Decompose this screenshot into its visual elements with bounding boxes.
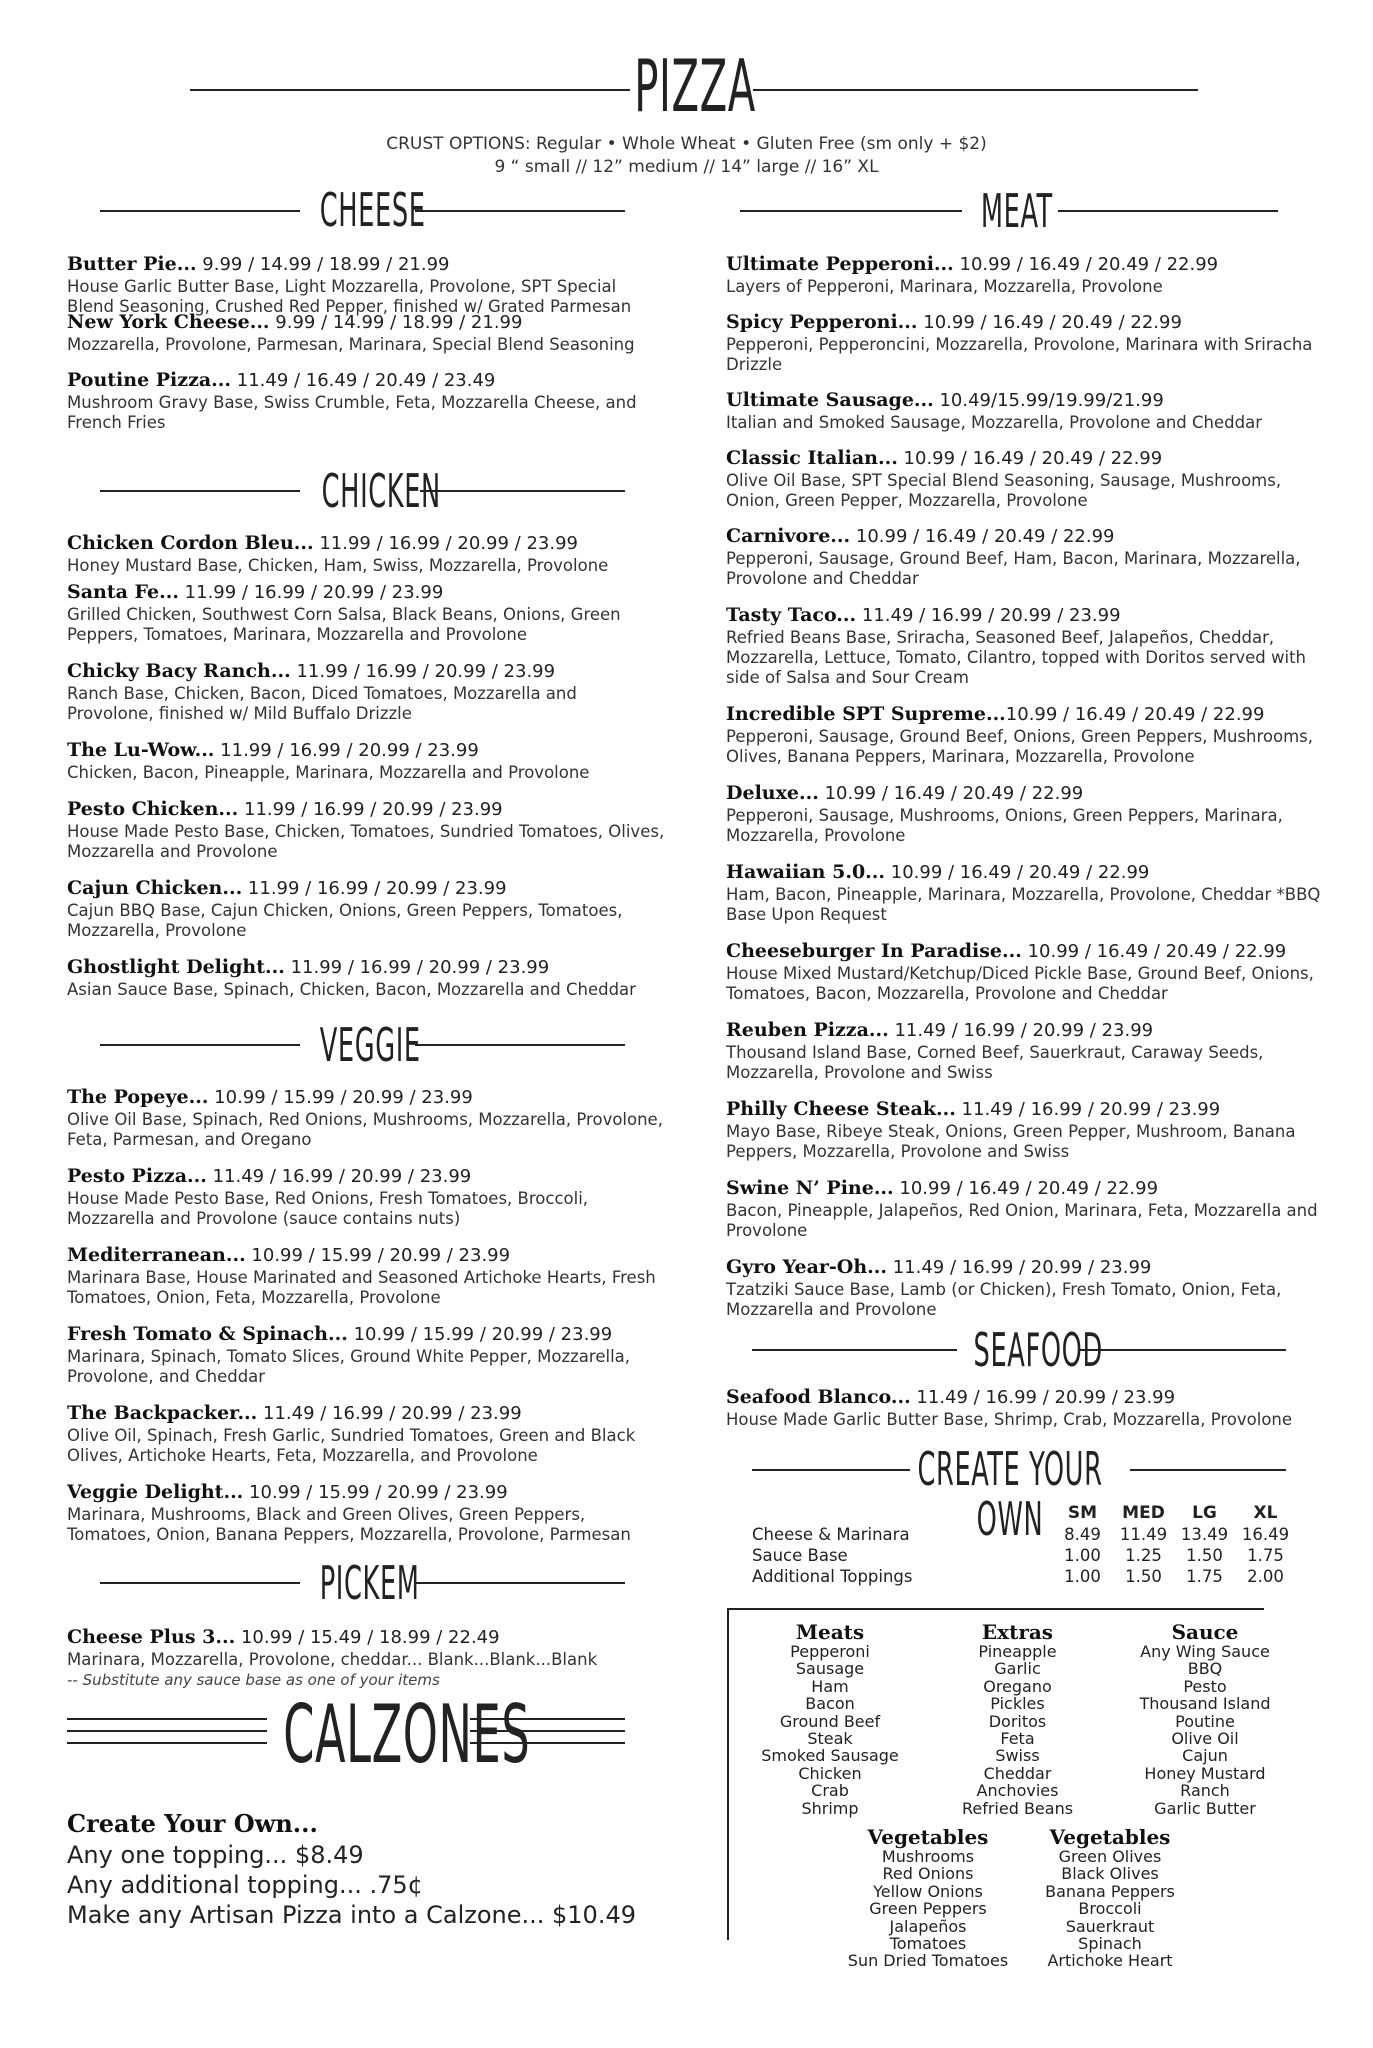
cheese-list: [67, 252, 667, 433]
topping-item: Mushrooms: [881, 1847, 975, 1866]
cyo-price: 1.75: [1186, 1567, 1223, 1586]
topping-item: Cheddar: [983, 1763, 1052, 1783]
item-price: 11.49 / 16.99 / 20.99 / 23.99: [955, 1099, 1221, 1120]
cyo-header: LG: [1192, 1503, 1217, 1523]
item-desc: House Made Pesto Base, Red Onions, Fresh Tomatoes, Broccoli, Mozzarella and Provolone (sauce contains nuts): [67, 1189, 589, 1228]
item-desc: Mozzarella, Provolone, Parmesan, Marinara, Special Blend Seasoning: [67, 335, 635, 354]
item-price: 11.99 / 16.99 / 20.99 / 23.99: [178, 582, 444, 603]
item-name: The Popeye...: [67, 1086, 209, 1108]
calzones-rule-2: [67, 1730, 267, 1732]
item-desc: Bacon, Pineapple, Jalapeños, Red Onion, Marinara, Feta, Mozzarella and Provolone: [726, 1201, 1318, 1240]
calzones-rule-5: [470, 1730, 625, 1732]
topping-item: Thousand Island: [1139, 1694, 1271, 1714]
item-price: 11.49 / 16.99 / 20.99 / 23.99: [910, 1387, 1176, 1408]
item-price: 10.99 / 15.99 / 20.99 / 23.99: [347, 1324, 613, 1345]
item-price: 10.99 / 16.49 / 20.49 / 22.99: [953, 254, 1219, 275]
item-price: 10.99 / 16.49 / 20.49 / 22.99: [893, 1178, 1159, 1199]
toppings-heading: Vegetables: [867, 1825, 989, 1849]
item-price: 11.99 / 16.99 / 20.99 / 23.99: [313, 533, 578, 554]
item-price: 10.99 / 15.49 / 18.99 / 22.49: [235, 1627, 500, 1648]
size-options: 9 “ small // 12” medium // 14” large // 16” XL: [494, 157, 879, 177]
item-name: Hawaiian 5.0...: [726, 861, 886, 883]
cyo-row-label: Sauce Base: [752, 1546, 848, 1565]
menu-item: [67, 1164, 667, 1243]
veggie-list: [67, 1085, 667, 1545]
item-name: Reuben Pizza...: [726, 1019, 889, 1041]
calzones-rule-3: [67, 1742, 267, 1744]
topping-item: BBQ: [1187, 1659, 1223, 1679]
item-price: 11.49 / 16.99 / 20.99 / 23.99: [257, 1403, 522, 1424]
topping-item: Ranch: [1180, 1781, 1230, 1801]
cyo-price: 1.25: [1125, 1546, 1162, 1565]
item-name: Mediterranean...: [67, 1244, 246, 1266]
crust-options: CRUST OPTIONS: Regular • Whole Wheat • Gluten Free (sm only + $2): [386, 134, 987, 154]
item-price: 9.99 / 14.99 / 18.99 / 21.99: [196, 254, 450, 275]
cyo-price: 1.50: [1125, 1567, 1162, 1586]
item-desc: House Made Garlic Butter Base, Shrimp, Crab, Mozzarella, Provolone: [726, 1410, 1293, 1429]
topping-item: Feta: [1000, 1729, 1035, 1749]
menu-item: [726, 939, 1336, 1018]
cyo-price-table: [752, 1503, 1296, 1587]
cyo-rule-right: [1130, 1469, 1286, 1471]
topping-item: Bacon: [805, 1694, 855, 1714]
cyo-price: 8.49: [1064, 1525, 1101, 1544]
menu-item: [726, 388, 1336, 446]
item-price: 11.99 / 16.99 / 20.99 / 23.99: [284, 957, 550, 978]
item-price: 11.49 / 16.99 / 20.99 / 23.99: [888, 1020, 1154, 1041]
pickem-rule-right: [415, 1582, 625, 1584]
chicken-heading: CHICKEN: [321, 464, 441, 518]
item-name: Spicy Pepperoni...: [726, 311, 918, 333]
item-name: Fresh Tomato & Spinach...: [67, 1323, 348, 1345]
cyo-header: XL: [1253, 1503, 1278, 1523]
item-name: Veggie Delight...: [67, 1481, 244, 1503]
calzones-block: [67, 1808, 687, 1930]
veggie-rule-left: [100, 1044, 300, 1046]
item-desc: Thousand Island Base, Corned Beef, Sauerkraut, Caraway Seeds, Mozzarella, Provolone and Swiss: [726, 1043, 1264, 1082]
menu-item: [67, 738, 667, 797]
cyo-row: [752, 1566, 1296, 1587]
item-price: 10.99 / 16.49 / 20.49 / 22.99: [850, 526, 1115, 547]
veggie-rule-right: [415, 1044, 625, 1046]
menu-item: [726, 524, 1336, 603]
cyo-price: 2.00: [1247, 1567, 1284, 1586]
cyo-header: SM: [1067, 1503, 1098, 1523]
topping-item: Sauerkraut: [1065, 1916, 1155, 1936]
cyo-header: MED: [1122, 1503, 1165, 1523]
toppings-meats: [735, 1621, 925, 1817]
menu-item: [726, 1097, 1336, 1176]
calzones-rule-6: [470, 1742, 625, 1744]
menu-item: [67, 1480, 667, 1545]
item-note: -- Substitute any sauce base as one of your items: [67, 1671, 440, 1689]
item-desc: Ranch Base, Chicken, Bacon, Diced Tomatoes, Mozzarella and Provolone, finished w/ Mild Buffalo Drizzle: [67, 684, 577, 723]
item-name: Seafood Blanco...: [726, 1386, 911, 1408]
topping-item: Anchovies: [976, 1781, 1059, 1801]
item-price: 11.99 / 16.99 / 20.99 / 23.99: [242, 878, 507, 899]
topping-item: Jalapeños: [889, 1916, 967, 1936]
menu-item: [67, 1085, 667, 1164]
cyo-heading: CREATE YOUR OWN: [917, 1442, 1103, 1546]
topping-item: Swiss: [995, 1746, 1040, 1766]
menu-item: [726, 1255, 1336, 1320]
calzones-line: Any additional topping... .75¢: [67, 1871, 423, 1899]
cyo-price: 11.49: [1119, 1525, 1168, 1544]
menu-item: [67, 1322, 667, 1401]
cyo-price: 1.00: [1064, 1546, 1101, 1565]
item-name: Carnivore...: [726, 525, 851, 547]
cyo-price: 1.50: [1186, 1546, 1223, 1565]
item-name: Ultimate Sausage...: [726, 389, 934, 411]
cyo-row-label: Additional Toppings: [752, 1567, 913, 1586]
item-price: 11.49 / 16.99 / 20.99 / 23.99: [206, 1166, 472, 1187]
item-name: Pesto Pizza...: [67, 1165, 207, 1187]
topping-item: Green Peppers: [869, 1899, 987, 1919]
chicken-list: [67, 531, 667, 1000]
cheese-heading: CHEESE: [319, 183, 426, 237]
item-desc: Chicken, Bacon, Pineapple, Marinara, Mozzarella and Provolone: [67, 763, 590, 782]
topping-item: Doritos: [988, 1711, 1047, 1731]
item-desc: Grilled Chicken, Southwest Corn Salsa, Black Beans, Onions, Green Peppers, Tomatoes, Marinara, Mozzarella and Provolone: [67, 605, 621, 644]
item-desc: House Mixed Mustard/Ketchup/Diced Pickle Base, Ground Beef, Onions, Tomatoes, Bacon, Mozzarella, Provolone and Cheddar: [726, 964, 1314, 1003]
meat-rule-left: [740, 210, 962, 212]
menu-item: [67, 1243, 667, 1322]
menu-item: [726, 702, 1336, 781]
meat-rule-right: [1058, 210, 1278, 212]
item-price: 11.49 / 16.99 / 20.99 / 23.99: [886, 1257, 1152, 1278]
item-name: Classic Italian...: [726, 447, 898, 469]
item-name: Santa Fe...: [67, 581, 179, 603]
toppings-heading: Extras: [981, 1620, 1054, 1644]
topping-item: Sun Dried Tomatoes: [847, 1951, 1009, 1971]
item-desc: Layers of Pepperoni, Marinara, Mozzarella, Provolone: [726, 277, 1163, 296]
item-name: Cheeseburger In Paradise...: [726, 940, 1022, 962]
menu-item: [726, 446, 1336, 524]
item-name: The Backpacker...: [67, 1402, 258, 1424]
item-desc: House Made Pesto Base, Chicken, Tomatoes, Sundried Tomatoes, Olives, Mozzarella and Provolone: [67, 822, 665, 861]
item-name: Ultimate Pepperoni...: [726, 253, 954, 275]
pickem-rule-left: [100, 1582, 300, 1584]
item-name: Chicky Bacy Ranch...: [67, 660, 291, 682]
topping-item: Smoked Sausage: [761, 1746, 899, 1766]
menu-item: [67, 1401, 667, 1480]
seafood-heading: SEAFOOD: [973, 1323, 1103, 1377]
item-price: 10.99 / 16.49 / 20.49 / 22.99: [897, 448, 1163, 469]
toppings-vegetables-1: [833, 1826, 1023, 1970]
menu-item: [726, 310, 1336, 388]
item-desc: Asian Sauce Base, Spinach, Chicken, Bacon, Mozzarella and Cheddar: [67, 980, 636, 999]
title-rule-right: [753, 89, 1198, 91]
cyo-price: 1.75: [1247, 1546, 1284, 1565]
menu-item: [67, 797, 667, 876]
item-name: Butter Pie...: [67, 253, 197, 275]
item-desc: Italian and Smoked Sausage, Mozzarella, Provolone and Cheddar: [726, 413, 1262, 432]
toppings-extras: [925, 1621, 1110, 1817]
topping-item: Sausage: [795, 1659, 865, 1679]
topping-item: Honey Mustard: [1144, 1763, 1266, 1783]
topping-item: Garlic: [994, 1659, 1041, 1679]
item-price: 11.99 / 16.99 / 20.99 / 23.99: [214, 740, 479, 761]
item-desc: Pepperoni, Sausage, Ground Beef, Onions, Green Peppers, Mushrooms, Olives, Banana Peppers, Marinara, Mozzarella, Provolone: [726, 727, 1314, 766]
cyo-row: [752, 1545, 1296, 1566]
item-name: Deluxe...: [726, 782, 819, 804]
cheese-rule-right: [415, 210, 625, 212]
menu-item: [67, 876, 667, 955]
item-name: Cheese Plus 3...: [67, 1626, 236, 1648]
menu-item: [726, 1018, 1336, 1097]
topping-item: Crab: [811, 1781, 849, 1801]
topping-item: Oregano: [983, 1676, 1052, 1696]
item-price: 10.99 / 16.49 / 20.49 / 22.99: [917, 312, 1182, 333]
cyo-price: 1.00: [1064, 1567, 1101, 1586]
menu-item: [726, 603, 1336, 702]
item-price: 11.49 / 16.99 / 20.99 / 23.99: [856, 605, 1121, 626]
menu-item: [726, 1385, 1336, 1430]
item-price: 11.49 / 16.49 / 20.49 / 23.49: [231, 370, 496, 391]
item-desc: Pepperoni, Sausage, Ground Beef, Ham, Bacon, Marinara, Mozzarella, Provolone and Cheddar: [726, 549, 1301, 588]
item-name: The Lu-Wow...: [67, 739, 215, 761]
item-desc: Refried Beans Base, Sriracha, Seasoned Beef, Jalapeños, Cheddar, Mozzarella, Lettuce, Tomato, Cilantro, topped with Doritos served with side of Salsa and Sour Cream: [726, 628, 1306, 687]
item-name: Incredible SPT Supreme...: [726, 703, 1006, 725]
seafood-list: [726, 1385, 1336, 1430]
topping-item: Shrimp: [801, 1798, 859, 1818]
topping-item: Ground Beef: [779, 1711, 881, 1731]
item-name: Chicken Cordon Bleu...: [67, 532, 314, 554]
topping-item: Black Olives: [1061, 1864, 1159, 1884]
item-name: Philly Cheese Steak...: [726, 1098, 956, 1120]
item-name: Swine N’ Pine...: [726, 1177, 894, 1199]
calzones-line: Make any Artisan Pizza into a Calzone... $10.49: [67, 1901, 636, 1929]
cyo-row: [752, 1524, 1296, 1545]
topping-item: Garlic Butter: [1154, 1798, 1256, 1818]
item-desc: Pepperoni, Sausage, Mushrooms, Onions, Green Peppers, Marinara, Mozzarella, Provolone: [726, 806, 1283, 845]
topping-item: Pepperoni: [790, 1642, 870, 1661]
topping-item: Chicken: [798, 1763, 862, 1783]
cyo-row-label: Cheese & Marinara: [752, 1525, 910, 1544]
cyo-price: 16.49: [1241, 1525, 1290, 1544]
topping-item: Broccoli: [1078, 1899, 1142, 1919]
cyo-rule-left: [752, 1469, 910, 1471]
topping-item: Any Wing Sauce: [1140, 1642, 1270, 1661]
calzones-heading: CALZONES: [283, 1688, 531, 1781]
item-price: 10.99 / 16.49 / 20.49 / 22.99: [818, 783, 1084, 804]
menu-item: [726, 781, 1336, 860]
topping-item: Olive Oil: [1171, 1729, 1239, 1749]
meat-list: [726, 252, 1336, 1320]
item-price: 11.99 / 16.99 / 20.99 / 23.99: [290, 661, 556, 682]
item-name: Cajun Chicken...: [67, 877, 243, 899]
toppings-heading: Vegetables: [1049, 1825, 1171, 1849]
item-name: New York Cheese...: [67, 311, 270, 333]
item-price: 10.49/15.99/19.99/21.99: [933, 390, 1164, 411]
item-desc: Marinara, Spinach, Tomato Slices, Ground White Pepper, Mozzarella, Provolone, and Cheddar: [67, 1347, 631, 1386]
item-desc: Honey Mustard Base, Chicken, Ham, Swiss, Mozzarella, Provolone: [67, 556, 609, 575]
topping-item: Pineapple: [978, 1642, 1057, 1661]
topping-item: Banana Peppers: [1045, 1881, 1175, 1901]
topping-item: Tomatoes: [889, 1934, 967, 1954]
topping-item: Steak: [807, 1729, 853, 1749]
toppings-vegetables-2: [1015, 1826, 1205, 1970]
toppings-heading: Meats: [795, 1620, 865, 1644]
menu-item: [67, 580, 667, 659]
item-desc: Tzatziki Sauce Base, Lamb (or Chicken), Fresh Tomato, Onion, Feta, Mozzarella and Provolone: [726, 1280, 1282, 1319]
menu-item: [726, 252, 1336, 310]
item-price: 10.99 / 15.99 / 20.99 / 23.99: [245, 1245, 511, 1266]
item-name: Gyro Year-Oh...: [726, 1256, 887, 1278]
item-desc: Ham, Bacon, Pineapple, Marinara, Mozzarella, Provolone, Cheddar *BBQ Base Upon Request: [726, 885, 1321, 924]
pickem-block: [67, 1625, 667, 1690]
chicken-rule-left: [100, 490, 300, 492]
item-price: 10.99 / 15.99 / 20.99 / 23.99: [208, 1087, 473, 1108]
cyo-price: 13.49: [1180, 1525, 1229, 1544]
topping-item: Cajun: [1182, 1746, 1228, 1766]
item-name: Pesto Chicken...: [67, 798, 239, 820]
item-price: 10.99 / 16.49 / 20.49 / 22.99: [885, 862, 1150, 883]
topping-item: Poutine: [1175, 1711, 1235, 1731]
veggie-heading: VEGGIE: [319, 1018, 421, 1072]
item-price: 10.99 / 16.49 / 20.49 / 22.99: [1005, 704, 1265, 725]
item-desc: Olive Oil, Spinach, Fresh Garlic, Sundried Tomatoes, Green and Black Olives, Artichoke Hearts, Feta, Mozzarella, and Provolone: [67, 1426, 636, 1465]
item-price: 10.99 / 16.49 / 20.49 / 22.99: [1021, 941, 1287, 962]
item-price: 11.99 / 16.99 / 20.99 / 23.99: [238, 799, 503, 820]
item-desc: Olive Oil Base, Spinach, Red Onions, Mushrooms, Mozzarella, Provolone, Feta, Parmesan, and Oregano: [67, 1110, 663, 1149]
chicken-rule-right: [420, 490, 625, 492]
item-desc: Marinara, Mozzarella, Provolone, cheddar... Blank...Blank...Blank: [67, 1650, 598, 1669]
item-name: Ghostlight Delight...: [67, 956, 285, 978]
item-desc: Marinara Base, House Marinated and Seasoned Artichoke Hearts, Fresh Tomatoes, Onion, Feta, Mozzarella, Provolone: [67, 1268, 656, 1307]
menu-item: [67, 955, 667, 1000]
meat-heading: MEAT: [980, 184, 1053, 238]
page-title: PIZZA: [634, 44, 756, 128]
item-desc: Mushroom Gravy Base, Swiss Crumble, Feta, Mozzarella Cheese, and French Fries: [67, 393, 637, 432]
menu-item: [67, 252, 667, 316]
topping-item: Refried Beans: [961, 1798, 1074, 1818]
item-desc: Cajun BBQ Base, Cajun Chicken, Onions, Green Peppers, Tomatoes, Mozzarella, Provolone: [67, 901, 623, 940]
topping-item: Ham: [811, 1676, 849, 1696]
item-price: 10.99 / 15.99 / 20.99 / 23.99: [243, 1482, 508, 1503]
calzones-line: Any one topping... $8.49: [67, 1841, 364, 1869]
menu-item: [67, 368, 667, 433]
item-price: 9.99 / 14.99 / 18.99 / 21.99: [269, 312, 523, 333]
item-desc: Olive Oil Base, SPT Special Blend Seasoning, Sausage, Mushrooms, Onion, Green Pepper, Mozzarella, Provolone: [726, 471, 1282, 510]
toppings-heading: Sauce: [1171, 1620, 1239, 1644]
title-rule-left: [190, 89, 630, 91]
topping-item: Red Onions: [882, 1864, 974, 1884]
topping-item: Green Olives: [1058, 1847, 1162, 1866]
topping-item: Pesto: [1183, 1676, 1227, 1696]
item-name: Poutine Pizza...: [67, 369, 232, 391]
topping-item: Spinach: [1078, 1934, 1142, 1954]
topping-item: Yellow Onions: [873, 1881, 983, 1901]
item-desc: House Garlic Butter Base, Light Mozzarella, Provolone, SPT Special Blend Seasoning, Crushed Red Pepper, finished w/ Grated Parmesan: [67, 277, 632, 316]
seafood-rule-right: [1078, 1349, 1286, 1351]
menu-item: [726, 1176, 1336, 1255]
item-desc: Mayo Base, Ribeye Steak, Onions, Green Pepper, Mushroom, Banana Peppers, Mozzarella, Provolone and Swiss: [726, 1122, 1296, 1161]
menu-item: [726, 860, 1336, 939]
pickem-heading: PICKEM: [319, 1556, 420, 1610]
calzones-subtitle: Create Your Own...: [67, 1809, 318, 1838]
toppings-sauce: [1110, 1621, 1300, 1817]
topping-item: Artichoke Heart: [1047, 1951, 1173, 1971]
item-desc: Pepperoni, Pepperoncini, Mozzarella, Provolone, Marinara with Sriracha Drizzle: [726, 335, 1313, 374]
topping-item: Pickles: [990, 1694, 1045, 1714]
cheese-rule-left: [100, 210, 300, 212]
menu-item: [67, 659, 667, 738]
menu-item: [67, 310, 667, 368]
menu-item: [67, 531, 667, 580]
item-desc: Marinara, Mushrooms, Black and Green Olives, Green Peppers, Tomatoes, Onion, Banana Peppers, Mozzarella, Provolone, Parmesan: [67, 1505, 631, 1544]
calzones-rule-4: [470, 1718, 625, 1720]
calzones-rule-1: [67, 1718, 267, 1720]
seafood-rule-left: [752, 1349, 957, 1351]
item-name: Tasty Taco...: [726, 604, 857, 626]
